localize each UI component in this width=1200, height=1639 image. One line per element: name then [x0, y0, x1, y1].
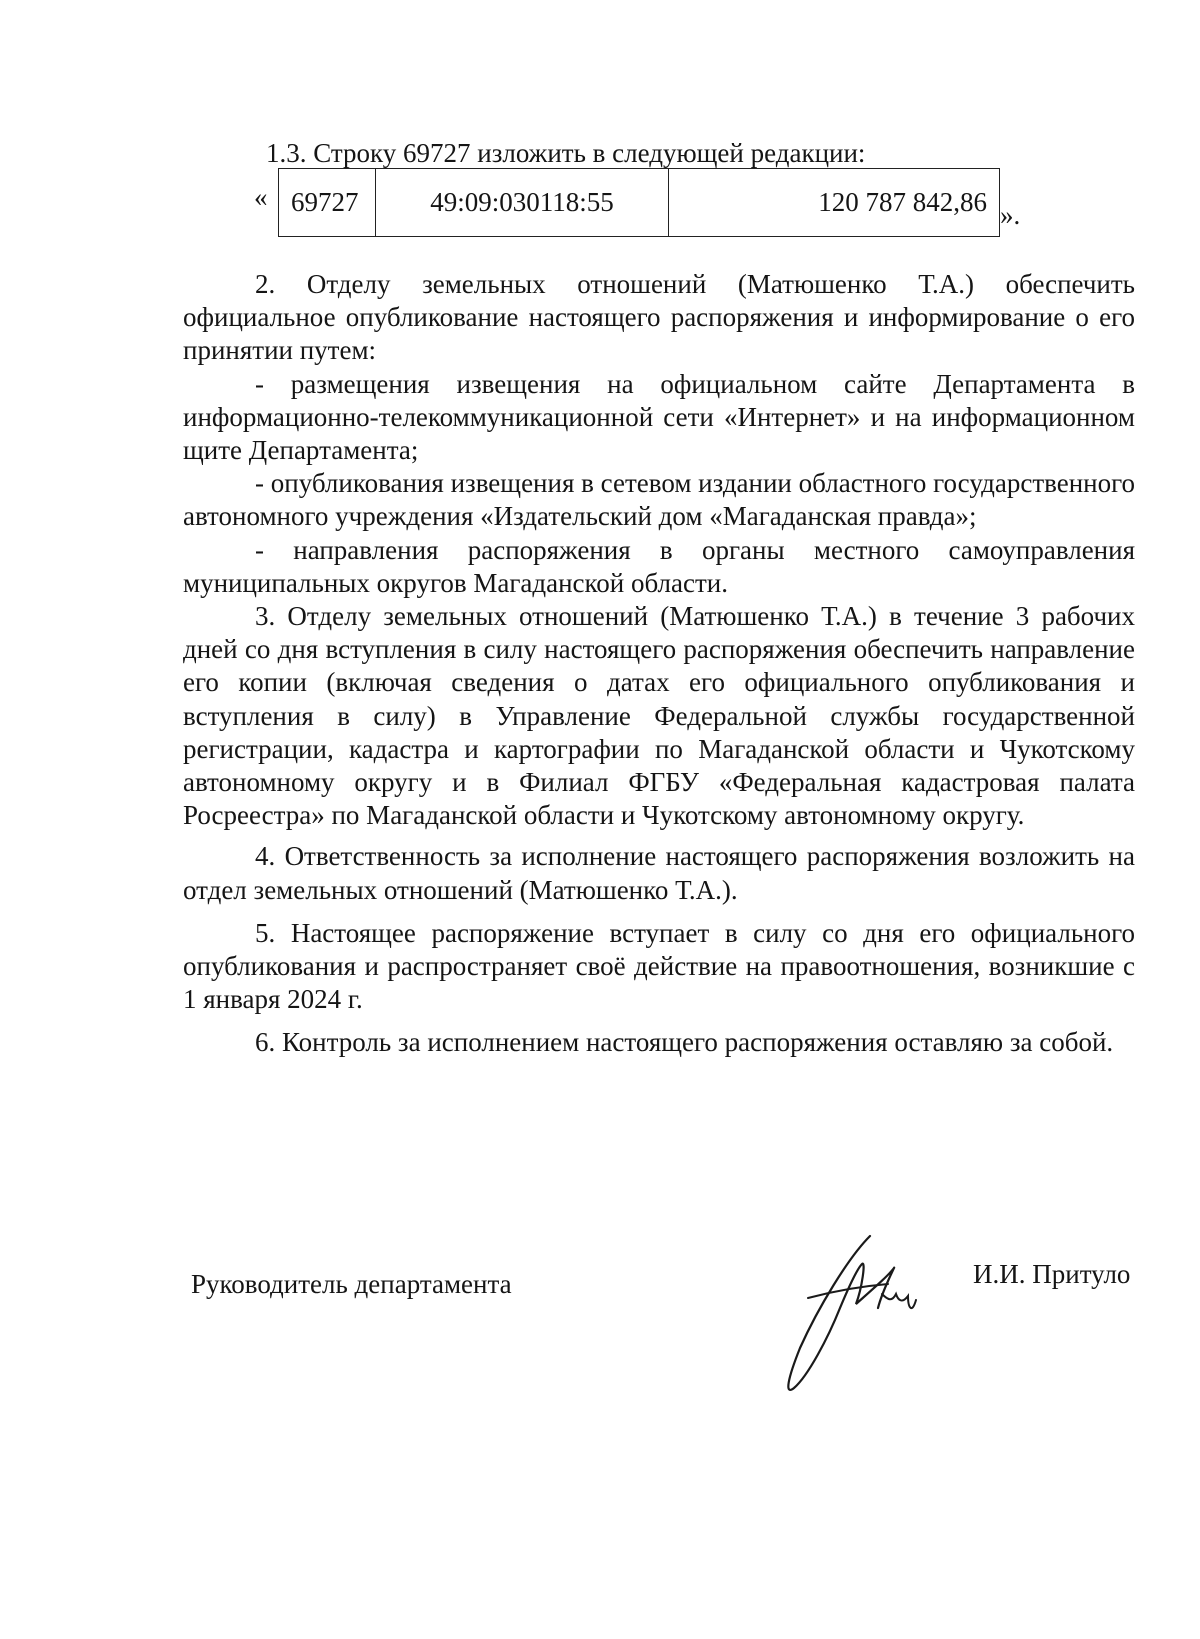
document-body: [183, 268, 1135, 1060]
paragraph-2-item-publication: - опубликования извещения в сетевом издании областного государственного автономного учреждения «Издательский дом «Магаданская правда»;: [183, 468, 1135, 532]
signatory-name: И.И. Притуло: [973, 1259, 1131, 1289]
paragraph-2: 2. Отделу земельных отношений (Матюшенко Т.А.) обеспечить официальное опубликование настоящего распоряжения и информирование о его принятии путем:: [183, 269, 1135, 366]
cadastral-value-cell: 120 787 842,86: [669, 169, 1000, 237]
closing-quote: ».: [1000, 200, 1021, 230]
handwritten-signature: [778, 1228, 938, 1398]
paragraph-5: 5. Настоящее распоряжение вступает в силу со дня его официального опубликования и распространяет своё действие на правоотношения, возникшие с 1 января 2024 г.: [183, 917, 1135, 1015]
paragraph-6: 6. Контроль за исполнением настоящего распоряжения оставляю за собой.: [255, 1027, 1114, 1058]
opening-quote: «: [254, 182, 268, 212]
signatory-role: Руководитель департамента: [191, 1269, 512, 1299]
paragraph-2-item-municipal: - направления распоряжения в органы местного самоуправления муниципальных округов Магаданской области.: [183, 534, 1135, 598]
table-row: [279, 169, 1000, 237]
paragraph-4: 4. Ответственность за исполнение настоящего распоряжения возложить на отдел земельных отношений (Матюшенко Т.А.).: [183, 841, 1135, 905]
amendment-intro: 1.3. Строку 69727 изложить в следующей редакции:: [266, 138, 866, 168]
row-number-cell: 69727: [279, 169, 376, 237]
paragraph-3: 3. Отделу земельных отношений (Матюшенко Т.А.) в течение 3 рабочих дней со дня вступления в силу настоящего распоряжения обеспечить направление его копии (включая сведения о датах его официального опубликования и вступления в силу) в Управление Федеральной службы государственной регистрации, кадастра и картографии по Магаданской области и Чукотскому автономному округу и в Филиал ФГБУ «Федеральная кадастровая палата Росреестра» по Магаданской области и Чукотскому автономному округу.: [183, 601, 1135, 831]
amended-row-table: [278, 168, 1000, 237]
cadastral-number-cell: 49:09:030118:55: [376, 169, 669, 237]
paragraph-2-item-website: - размещения извещения на официальном сайте Департамента в информационно-телекоммуникационной сети «Интернет» и на информационном щите Департамента;: [183, 368, 1135, 466]
